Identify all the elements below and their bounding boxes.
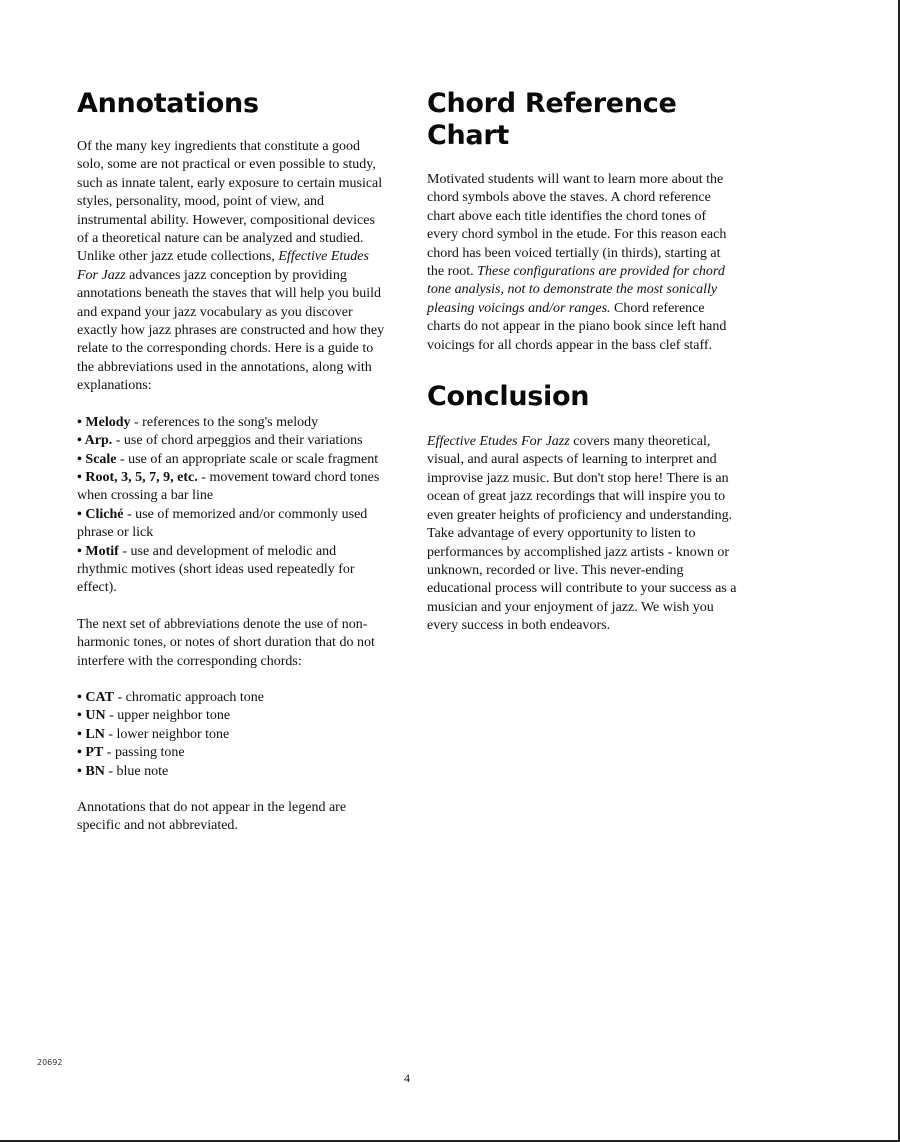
list-item: • LN - lower neighbor tone: [77, 726, 389, 744]
left-column: [77, 88, 389, 836]
right-column: [427, 88, 739, 636]
catalog-code: 20692: [37, 1058, 63, 1067]
nonharmonic-intro: The next set of abbreviations denote the use of non-harmonic tones, or notes of short duration that do not interfere with the corresponding chords:: [77, 616, 375, 669]
chord-reference-text: Motivated students will want to learn more about the chord symbols above the staves. A chord reference chart above each title identifies the chord tones of every chord symbol in the etude. For this reason each chord has been voiced tertially (in thirds), starting at the root. These configurations are provided for chord tone analysis, not to demonstrate the most sonically pleasing voicings and/or ranges. Chord reference charts do not appear in the piano book since left hand voicings for all chords appear in the bass clef staff.: [427, 172, 727, 353]
list-item: • Root, 3, 5, 7, 9, etc. - movement toward chord tones when crossing a bar line: [77, 469, 389, 506]
conclusion-heading: Conclusion: [427, 381, 590, 413]
list-item: • BN - blue note: [77, 763, 389, 781]
conclusion-text: Effective Etudes For Jazz covers many theoretical, visual, and aural aspects of learning to interpret and improvise jazz music. But don't stop here! There is an ocean of great jazz recordings that will inspire you to even greater heights of proficiency and understanding. Take advantage of every opportunity to listen to performances by accomplished jazz artists - known or unknown, recorded or live. This never-ending educational process will contribute to your success as a musician and your enjoyment of jazz. We wish you every success in both endeavors.: [427, 434, 737, 634]
list-item: • Cliché - use of memorized and/or commonly used phrase or lick: [77, 506, 389, 543]
list-item: • CAT - chromatic approach tone: [77, 689, 389, 707]
abbreviations-list: [77, 689, 389, 781]
annotations-heading: Annotations: [77, 88, 259, 119]
list-item: • Motif - use and development of melodic and rhythmic motives (short ideas used repeatedly for effect).: [77, 543, 389, 598]
list-item: • Scale - use of an appropriate scale or scale fragment: [77, 451, 389, 469]
page-number: 4: [404, 1071, 410, 1085]
list-item: • UN - upper neighbor tone: [77, 707, 389, 725]
annotations-intro: Of the many key ingredients that constitute a good solo, some are not practical or even possible to study, such as innate talent, early exposure to certain musical styles, personality, mood, point of view, and instrumental ability. However, compositional devices of a theoretical nature can be analyzed and studied. Unlike other jazz etude collections, Effective Etudes For Jazz advances jazz conception by providing annotations beneath the staves that will help you build and expand your jazz vocabulary as you discover exactly how jazz phrases are constructed and how they relate to the corresponding chords. Here is a guide to the abbreviations used in the annotations, along with explanations:: [77, 139, 385, 394]
chord-reference-heading: Chord Reference Chart: [427, 88, 677, 151]
list-item: • Arp. - use of chord arpeggios and their variations: [77, 432, 389, 450]
list-item: • PT - passing tone: [77, 744, 389, 762]
list-item: • Melody - references to the song's melody: [77, 414, 389, 432]
annotation-terms-list: [77, 414, 389, 598]
annotations-closing: Annotations that do not appear in the legend are specific and not abbreviated.: [77, 800, 347, 834]
